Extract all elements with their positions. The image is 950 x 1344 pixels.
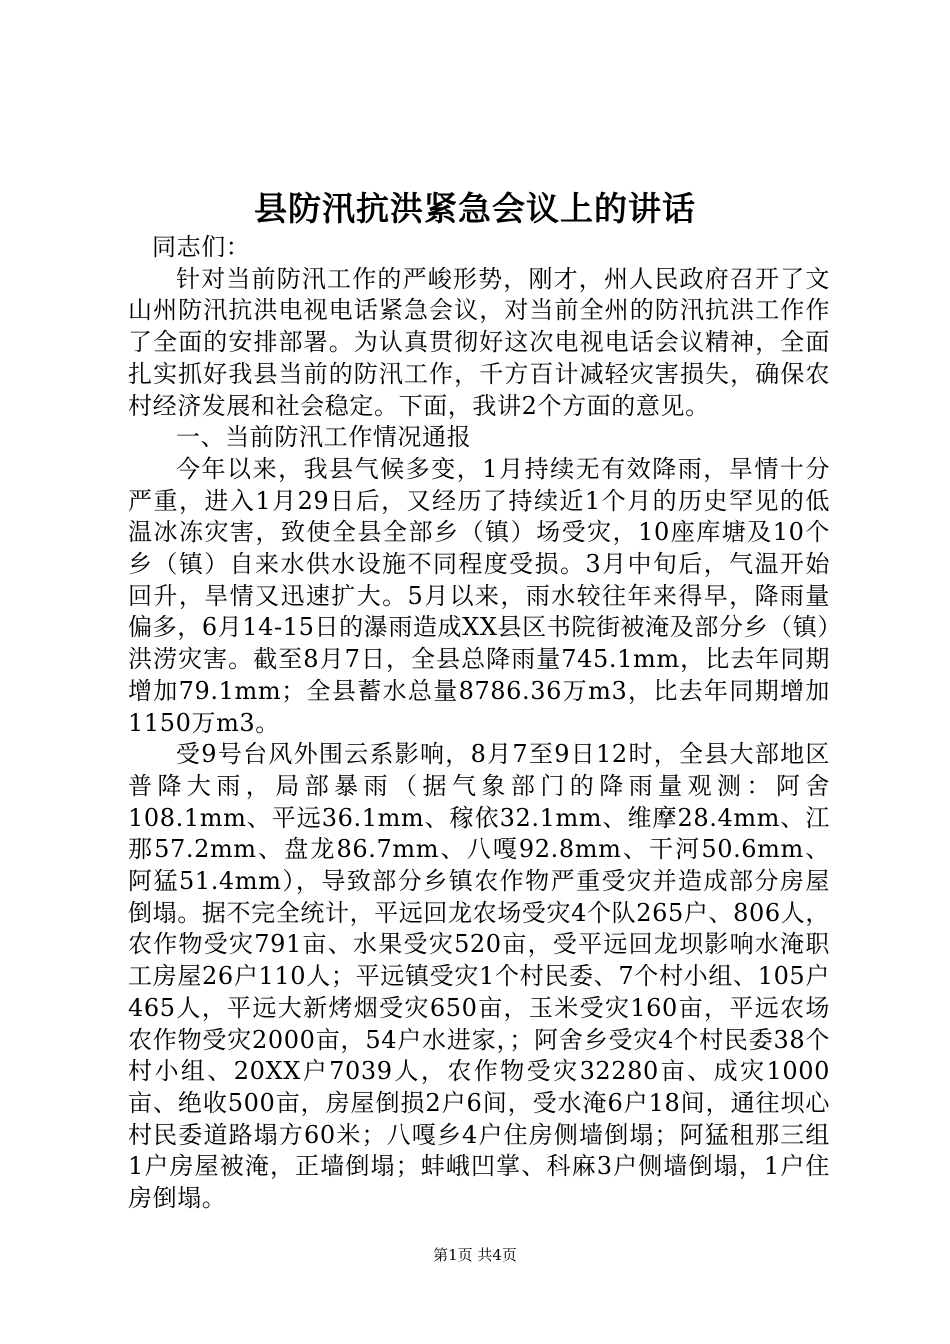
paragraph-intro: 针对当前防汛工作的严峻形势，刚才，州人民政府召开了文山州防汛抗洪电视电话紧急会议，对当前全州的防汛抗洪工作作了全面的安排部署。为认真贯彻好这次电视电话会议精神，全面扎实抓好我县当前的防汛工作，千方百计减轻灾害损失，确保农村经济发展和社会稳定。下面，我讲2个方面的意见。 — [128, 264, 830, 420]
salutation: 同志们： — [152, 233, 251, 261]
page-footer: 第1页 共4页 — [433, 1246, 517, 1264]
paragraph-weather-overview: 今年以来，我县气候多变，1月持续无有效降雨，旱情十分严重，进入1月29日后，又经历了持续近1个月的历史罕见的低温冰冻灾害，致使全县全部乡（镇）场受灾，10座库塘及10个乡（镇）自来水供水设施不同程度受损。3月中旬后，气温开始回升，旱情又迅速扩大。5月以来，雨水较往年来得早，降雨量偏多，6月14-15日的瀑雨造成XX县区书院街被淹及部分乡（镇）洪涝灾害。截至8月7日，全县总降雨量745.1mm，比去年同期增加79.1mm；全县蓄水总量8786.36万m3，比去年同期增加1150万m3。 — [128, 454, 830, 737]
document-title: 县防汛抗洪紧急会议上的讲话 — [254, 189, 696, 228]
document-body — [128, 232, 830, 1215]
paragraph-typhoon-impact: 受9号台风外围云系影响，8月7至9日12时，全县大部地区普降大雨，局部暴雨（据气象部门的降雨量观测：阿舍108.1mm、平远36.1mm、稼依32.1mm、维摩28.4mm、江那57.2mm、盘龙86.7mm、八嘎92.8mm、干河50.6mm、阿猛51.4mm），导致部分乡镇农作物严重受灾并造成部分房屋倒塌。据不完全统计，平远回龙农场受灾4个队265户、806人，农作物受灾791亩、水果受灾520亩，受平远回龙坝影响水淹职工房屋26户110人；平远镇受灾1个村民委、7个村小组、105户465人，平远大新烤烟受灾650亩，玉米受灾160亩，平远农场农作物受灾2000亩，54户水进家，；阿舍乡受灾4个村民委38个村小组、20XX户7039人，农作物受灾32280亩、成灾1000亩、绝收500亩，房屋倒损2户6间，受水淹6户18间，通往坝心村民委道路塌方60米；八嘎乡4户住房侧墙倒塌；阿猛租那三组1户房屋被淹，正墙倒塌；蚌峨凹掌、科麻3户侧墙倒塌，1户住房倒塌。 — [128, 740, 830, 1213]
section-heading: 一、当前防汛工作情况通报 — [176, 423, 472, 452]
